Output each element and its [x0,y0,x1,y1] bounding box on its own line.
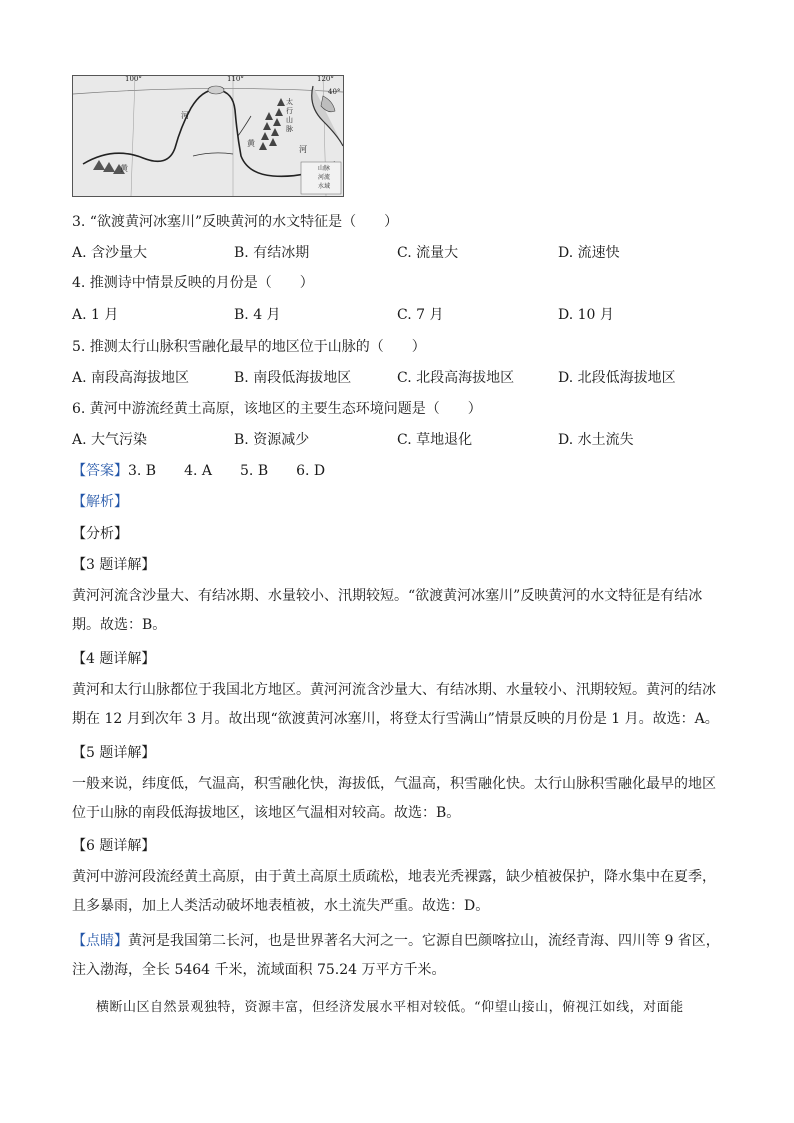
lon-label-100: 100° [125,75,142,83]
analysis-label: 【解析】 [72,494,128,510]
question-5-option-d: D. 北段低海拔地区 [558,370,676,386]
question-4-stem: 4. 推测诗中情景反映的月份是（ ） [72,275,314,291]
question-6-option-b: B. 资源减少 [234,432,310,448]
lon-label-110: 110° [227,75,244,83]
question-3-option-a: A. 含沙量大 [72,245,148,261]
detail-6-label: 【6 题详解】 [72,838,156,854]
river-label: 黄 [120,164,128,173]
question-4-option-d: D. 10 月 [558,307,614,323]
legend-item-mountain: 山脉 [318,165,331,172]
detail-5-text: 一般来说，纬度低，气温高，积雪融化快，海拔低，气温高，积雪融化快。太行山脉积雪融化最早的地区位于山脉的南段低海拔地区，该地区气温相对较高。故选：B。 [72,776,716,821]
legend-item-river: 河流 [318,174,331,181]
lat-label-40: 40° [328,88,341,96]
detail-3-label: 【3 题详解】 [72,557,156,573]
question-3-stem: 3. “欲渡黄河冰塞川”反映黄河的水文特征是（ ） [72,214,399,230]
tip-text: 黄河是我国第二长河，也是世界著名大河之一。它源自巴颜喀拉山，流经青海、四川等 9 省区，注入渤海，全长 5464 千米，流域面积 75.24 万平方千米。 [72,933,720,978]
detail-5-label: 【5 题详解】 [72,745,156,761]
question-5-stem: 5. 推测太行山脉积雪融化最早的地区位于山脉的（ ） [72,339,426,355]
answer-text: 3. B 4. A 5. B 6. D [128,463,326,479]
mountain-label: 太行山脉 [286,98,293,133]
legend-item-water: 水域 [318,183,331,190]
question-3-option-d: D. 流速快 [558,245,620,261]
question-5-option-a: A. 南段高海拔地区 [72,370,190,386]
question-3-option-c: C. 流量大 [397,245,459,261]
map-drawing [73,76,343,196]
river-label: 黄 [247,139,255,148]
fenxi-label: 【分析】 [72,526,128,542]
question-6-option-d: D. 水土流失 [558,432,634,448]
yellow-river-map [72,75,344,197]
tip-paragraph [72,927,722,985]
question-6-option-a: A. 大气污染 [72,432,148,448]
lon-label-120: 120° [317,75,334,83]
question-5-option-c: C. 北段高海拔地区 [397,370,515,386]
question-3-option-b: B. 有结冰期 [234,245,310,261]
detail-4-text: 黄河和太行山脉都位于我国北方地区。黄河河流含沙量大、有结冰期、水量较小、汛期较短。黄河的结冰期在 12 月到次年 3 月。故出现“欲渡黄河冰塞川，将登太行雪满山”情景反映的月份是 1 月。故选：A。 [72,682,719,727]
question-4-option-a: A. 1 月 [72,307,119,323]
answer-line [72,461,325,481]
next-passage-text: 横断山区自然景观独特，资源丰富，但经济发展水平相对较低。“仰望山接山，俯视江如线，对面能 [96,1000,684,1015]
river-label: 河 [181,111,189,120]
detail-4-label: 【4 题详解】 [72,651,156,667]
question-6-option-c: C. 草地退化 [397,432,473,448]
question-5-option-b: B. 南段低海拔地区 [234,370,352,386]
answer-label: 【答案】 [72,463,128,479]
river-label: 河 [299,145,307,154]
detail-6-text: 黄河中游河段流经黄土高原，由于黄土高原土质疏松，地表光秃裸露，缺少植被保护，降水集中在夏季，且多暴雨，加上人类活动破坏地表植被，水土流失严重。故选：D。 [72,869,716,914]
question-4-option-c: C. 7 月 [397,307,444,323]
tip-label: 【点睛】 [72,933,128,949]
question-4-option-b: B. 4 月 [234,307,281,323]
detail-3-text: 黄河河流含沙量大、有结冰期、水量较小、汛期较短。“欲渡黄河冰塞川”反映黄河的水文特征是有结冰期。故选：B。 [72,588,703,633]
question-6-stem: 6. 黄河中游流经黄土高原，该地区的主要生态环境问题是（ ） [72,401,482,417]
